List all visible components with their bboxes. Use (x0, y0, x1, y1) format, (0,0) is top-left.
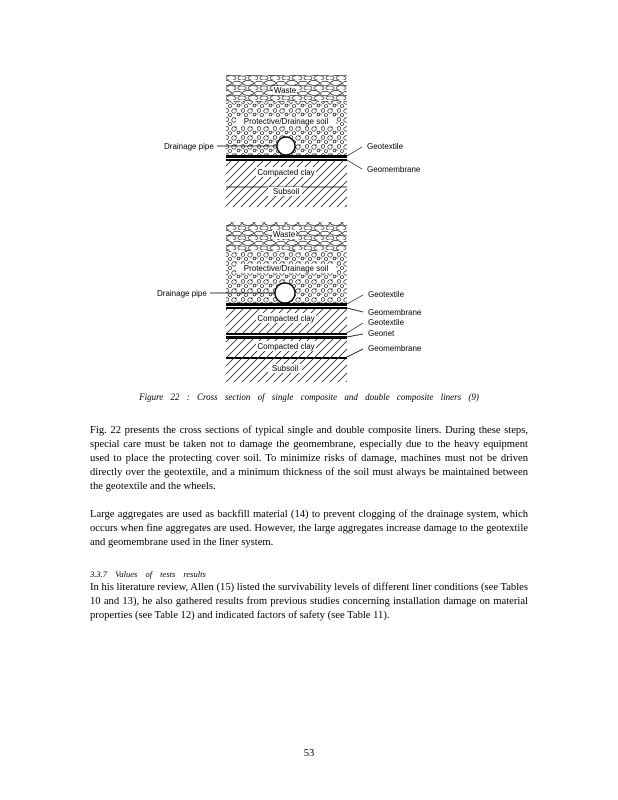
subsoil-label: Subsoil (271, 364, 299, 373)
geomembrane-line (226, 159, 347, 161)
subsoil-label: Subsoil (272, 187, 300, 196)
subsection-heading: 3.3.7 Values of tests results (90, 569, 206, 579)
geomembrane-line (226, 307, 347, 309)
paragraph-1: Fig. 22 presents the cross sections of typical single and double composite liners. During these steps, special care must be taken not to damage the geomembrane, especially due to the heavy equipment used to place the protecting cover soil. To minimize risks of damage, machines must not be driven directly over the geotextile, and a minimum thickness of the soil must always be maintained between the geotextile and the wheels. (90, 425, 528, 492)
compacted-clay-label: Compacted clay (257, 314, 315, 323)
single-composite-liner (164, 75, 421, 207)
figure-caption: Figure 22 : Cross section of single composite and double composite liners (9) (139, 392, 479, 402)
drainage-pipe (275, 283, 295, 303)
liner-cross-section-figure (0, 0, 618, 392)
subsection-text: In his literature review, Allen (15) listed the survivability levels of different liner conditions (see Tables 10 and 13), he also gathered results from previous studies concerning installation damage on material properties (see Table 12) and indicated factors of safety (see Table 11). (90, 582, 528, 621)
waste-label: Waste (272, 230, 296, 239)
geotextile-label-2: Geotextile (368, 318, 405, 327)
drainage-pipe-label: Drainage pipe (164, 142, 214, 151)
waste-label: Waste (273, 86, 297, 95)
geotextile-label: Geotextile (367, 142, 404, 151)
drainage-pipe-label: Drainage pipe (157, 289, 207, 298)
geotextile-label: Geotextile (368, 290, 405, 299)
geomembrane-label: Geomembrane (367, 165, 421, 174)
geotextile-line-2 (226, 333, 347, 335)
geomembrane-line-2 (226, 357, 347, 359)
geonet-line (226, 336, 347, 339)
paragraph-2: Large aggregates are used as backfill material (14) to prevent clogging of the drainage system, which occurs when fine aggregates are used. However, the large aggregates increase damage to the geotextile and geomembrane used in the liner system. (90, 509, 528, 548)
geonet-label: Geonet (368, 329, 395, 338)
protective-soil-label: Protective/Drainage soil (243, 264, 329, 273)
geomembrane-label: Geomembrane (368, 308, 422, 317)
page-number: 53 (303, 748, 315, 759)
compacted-clay-label: Compacted clay (257, 168, 315, 177)
drainage-pipe (277, 137, 295, 155)
geomembrane-label-2: Geomembrane (368, 344, 422, 353)
compacted-clay-label-2: Compacted clay (257, 342, 315, 351)
protective-soil-label: Protective/Drainage soil (243, 117, 329, 126)
double-composite-liner (157, 222, 422, 382)
